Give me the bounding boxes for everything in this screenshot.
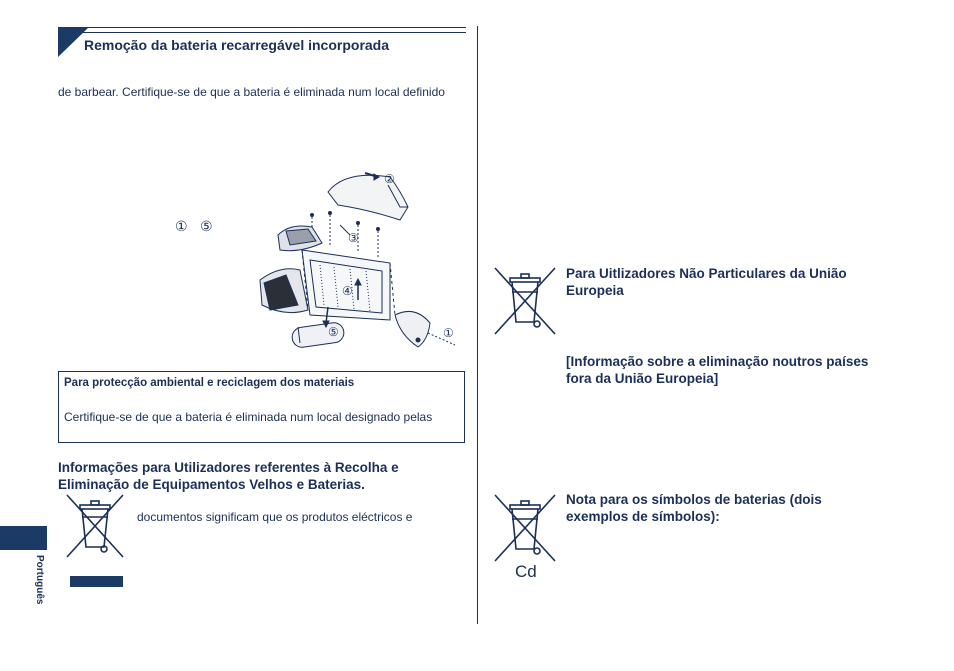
- environment-notice-title: Para protecção ambiental e reciclagem dos materiais: [64, 377, 355, 389]
- battery-symbols-heading: Nota para os símbolos de baterias (dois exemplos de símbolos):: [566, 492, 822, 524]
- language-label: Português: [34, 555, 45, 605]
- diagram-label-2: ②: [384, 172, 395, 186]
- shaver-disassembly-diagram: [250, 165, 465, 355]
- separator-bar: [70, 576, 123, 587]
- crossed-bin-icon: [64, 493, 126, 559]
- crossed-bin-icon: [492, 493, 558, 563]
- diagram-label-3: ③: [348, 231, 359, 245]
- crossed-bin-icon: [492, 266, 558, 336]
- disposal-text: documentos significam que os produtos eléctricos e: [137, 510, 413, 524]
- column-divider: [477, 26, 478, 624]
- diagram-label-5: ⑤: [328, 325, 339, 339]
- diagram-label-4: ④: [342, 284, 353, 298]
- language-tab: [0, 526, 47, 550]
- environment-notice-text: Certifique-se de que a bateria é eliminada num local designado pelas: [64, 410, 433, 424]
- other-countries-heading: [Informação sobre a eliminação noutros países fora da União Europeia]: [566, 354, 869, 386]
- section-title: Remoção da bateria recarregável incorporada: [84, 37, 390, 53]
- cd-chemical-symbol: Cd: [515, 562, 537, 581]
- disposal-heading: Informações para Utilizadores referentes à Recolha e Eliminação de Equipamentos Velhos e Baterias.: [58, 460, 399, 492]
- intro-line: de barbear. Certifique-se de que a bateria é eliminada num local definido: [58, 85, 445, 99]
- step-start-marker: ①: [175, 218, 188, 234]
- diagram-label-1: ①: [443, 326, 454, 340]
- business-users-heading: Para Uitlizadores Não Particulares da União Europeia: [566, 266, 847, 298]
- step-end-marker: ⑤: [200, 218, 213, 234]
